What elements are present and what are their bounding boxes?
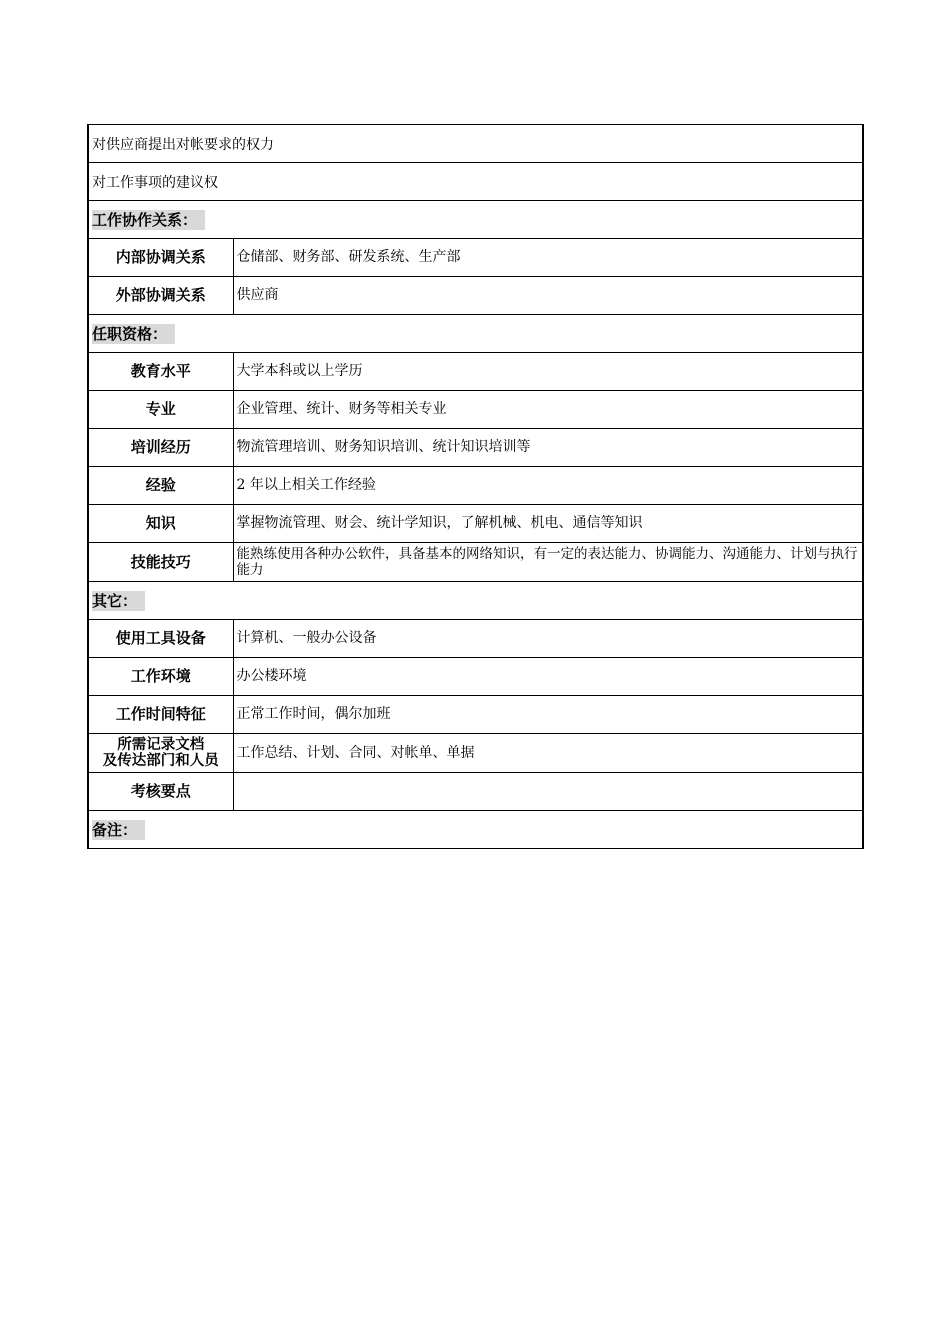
section-title: 备注： xyxy=(92,820,145,840)
field-label: 知识 xyxy=(88,505,233,543)
field-value: 供应商 xyxy=(233,277,863,315)
field-value: 计算机、一般办公设备 xyxy=(233,620,863,658)
field-label: 教育水平 xyxy=(88,353,233,391)
table-row xyxy=(88,125,863,163)
table-row xyxy=(88,163,863,201)
section-header-other xyxy=(88,582,863,620)
table-row xyxy=(88,620,863,658)
field-value: 大学本科或以上学历 xyxy=(233,353,863,391)
field-value: 企业管理、统计、财务等相关专业 xyxy=(233,391,863,429)
job-description-table xyxy=(87,124,864,849)
table-row xyxy=(88,277,863,315)
field-label: 内部协调关系 xyxy=(88,239,233,277)
field-label: 工作环境 xyxy=(88,658,233,696)
field-value xyxy=(233,773,863,811)
field-value: 正常工作时间，偶尔加班 xyxy=(233,696,863,734)
section-title: 工作协作关系： xyxy=(92,210,205,230)
field-value: 工作总结、计划、合同、对帐单、单据 xyxy=(233,734,863,773)
field-label-line: 所需记录文档 xyxy=(117,737,205,753)
table-row xyxy=(88,658,863,696)
authority-item: 对供应商提出对帐要求的权力 xyxy=(88,125,863,163)
field-label: 技能技巧 xyxy=(88,543,233,582)
table-row xyxy=(88,543,863,582)
field-label: 经验 xyxy=(88,467,233,505)
table-row xyxy=(88,353,863,391)
field-label: 专业 xyxy=(88,391,233,429)
field-label xyxy=(88,734,233,773)
authority-item: 对工作事项的建议权 xyxy=(88,163,863,201)
field-label: 培训经历 xyxy=(88,429,233,467)
table-row xyxy=(88,773,863,811)
field-value: 仓储部、财务部、研发系统、生产部 xyxy=(233,239,863,277)
section-header-collaboration xyxy=(88,201,863,239)
field-value: 物流管理培训、财务知识培训、统计知识培训等 xyxy=(233,429,863,467)
section-title: 任职资格： xyxy=(92,324,175,344)
field-value: 掌握物流管理、财会、统计学知识，了解机械、机电、通信等知识 xyxy=(233,505,863,543)
section-header-notes xyxy=(88,811,863,849)
field-label: 工作时间特征 xyxy=(88,696,233,734)
field-label: 外部协调关系 xyxy=(88,277,233,315)
table-row xyxy=(88,696,863,734)
field-label: 考核要点 xyxy=(88,773,233,811)
field-value: 能熟练使用各种办公软件，具备基本的网络知识，有一定的表达能力、协调能力、沟通能力、计划与执行能力 xyxy=(233,543,863,582)
field-value: 办公楼环境 xyxy=(233,658,863,696)
table-row xyxy=(88,734,863,773)
section-header-qualifications xyxy=(88,315,863,353)
table-row xyxy=(88,429,863,467)
field-label: 使用工具设备 xyxy=(88,620,233,658)
table-row xyxy=(88,391,863,429)
field-value: 2 年以上相关工作经验 xyxy=(233,467,863,505)
table-row xyxy=(88,467,863,505)
field-label-line: 及传达部门和人员 xyxy=(102,753,219,769)
table-row xyxy=(88,239,863,277)
section-title: 其它： xyxy=(92,591,145,611)
table-row xyxy=(88,505,863,543)
